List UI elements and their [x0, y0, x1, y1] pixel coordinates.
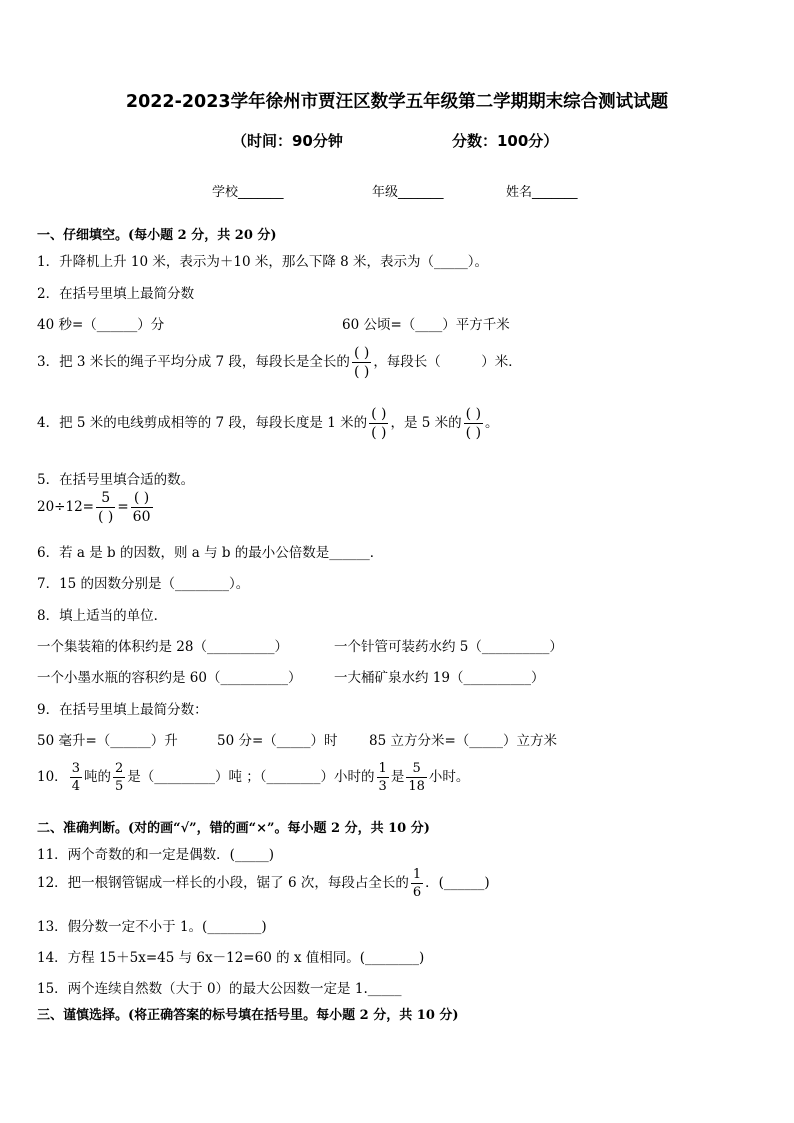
fraction: $\frac{2}{5}$	[114, 761, 124, 794]
question-12-text-end: ．(______)	[425, 875, 490, 891]
fraction: $\frac{5}{18}$	[408, 761, 425, 794]
question-3-text: 3．把 3 米长的绳子平均分成 7 段，每段长是全长的	[37, 354, 350, 370]
question-15: 15．两个连续自然数（大于 0）的最大公因数一定是 1._____	[37, 981, 402, 997]
exam-time: （时间：90分钟	[232, 132, 343, 150]
question-10-number: 10．	[37, 769, 68, 785]
fraction-blank: $\frac{( )}{( )}$	[465, 406, 482, 441]
question-12	[37, 868, 490, 899]
question-8d: 一大桶矿泉水约 19（__________）	[334, 670, 545, 686]
grade-field: 年级_______	[372, 185, 444, 200]
question-12-text: 12．把一根钢管锯成一样长的小段，锯了 6 次，每段占全长的	[37, 875, 409, 891]
question-14: 14．方程 15＋5x=45 与 6x－12=60 的 x 值相同。(________)	[37, 950, 425, 966]
question-13: 13．假分数一定不小于 1。(________)	[37, 919, 267, 935]
question-11: 11．两个奇数的和一定是偶数．(_____)	[37, 847, 274, 863]
question-1: 1．升降机上升 10 米，表示为＋10 米，那么下降 8 米，表示为（_____）。	[37, 254, 488, 270]
school-field: 学校_______	[212, 185, 284, 200]
fraction: $\frac{1}{6}$	[412, 867, 422, 900]
question-9c: 85 立方分米=（_____）立方米	[369, 733, 558, 749]
question-4-text-mid: ，是 5 米的	[390, 415, 462, 431]
fraction: $\frac{( )}{60}$	[132, 490, 151, 525]
fraction-blank: $\frac{( )}{( )}$	[371, 406, 387, 441]
question-9b: 50 分=（_____）时	[217, 733, 338, 749]
question-7: 7．15 的因数分别是（________）。	[37, 576, 250, 592]
exam-title: 2022-2023学年徐州市贾汪区数学五年级第二学期期末综合测试试题	[125, 92, 669, 112]
question-6: 6．若 a 是 b 的因数，则 a 与 b 的最小公倍数是______．	[37, 545, 384, 561]
question-5: 5．在括号里填合适的数。	[37, 472, 195, 488]
question-4-text-end: 。	[485, 415, 499, 431]
question-3-text-end: ，每段长（ ）米．	[373, 354, 522, 370]
question-10-text: 吨的	[83, 769, 111, 785]
question-8a: 一个集装箱的体积约是 28（__________）	[37, 639, 288, 655]
exam-score: 分数：100分）	[452, 132, 559, 150]
question-10-text: 小时。	[428, 769, 470, 785]
question-10-text: 是	[390, 769, 405, 785]
fraction: $\frac{1}{3}$	[378, 761, 387, 794]
question-9a: 50 毫升=（______）升	[37, 733, 178, 749]
fraction-blank: $\frac{( )}{( )}$	[353, 345, 370, 380]
equation-text: 20÷12=	[37, 499, 94, 515]
question-4-text: 4．把 5 米的电线剪成相等的 7 段，每段长度是 1 米的	[37, 415, 368, 431]
question-10	[37, 762, 469, 793]
section-1-heading: 一、仔细填空。(每小题 2 分，共 20 分)	[37, 228, 277, 243]
question-9: 9．在括号里填上最简分数：	[37, 702, 208, 718]
question-2b: 60 公顷=（____）平方千米	[342, 317, 510, 333]
equals-sign: =	[117, 499, 129, 515]
question-8b: 一个针管可装药水约 5（__________）	[334, 639, 563, 655]
section-3-heading: 三、谨慎选择。(将正确答案的标号填在括号里。每小题 2 分，共 10 分)	[37, 1008, 459, 1023]
question-4	[37, 407, 499, 440]
question-3	[37, 346, 522, 379]
section-2-heading: 二、准确判断。(对的画“√”，错的画“×”。每小题 2 分，共 10 分)	[37, 821, 430, 836]
fraction: $\frac{5}{( )}$	[97, 490, 114, 525]
question-2a: 40 秒=（______）分	[37, 317, 165, 333]
question-8: 8．填上适当的单位．	[37, 608, 168, 624]
question-5-equation	[37, 491, 155, 524]
fraction: $\frac{3}{4}$	[71, 761, 80, 794]
question-10-text: 是（_________）吨 ；（________）小时的	[127, 769, 375, 785]
question-8c: 一个小墨水瓶的容积约是 60（__________）	[37, 670, 302, 686]
question-2: 2．在括号里填上最简分数	[37, 286, 195, 302]
name-field: 姓名_______	[506, 185, 578, 200]
